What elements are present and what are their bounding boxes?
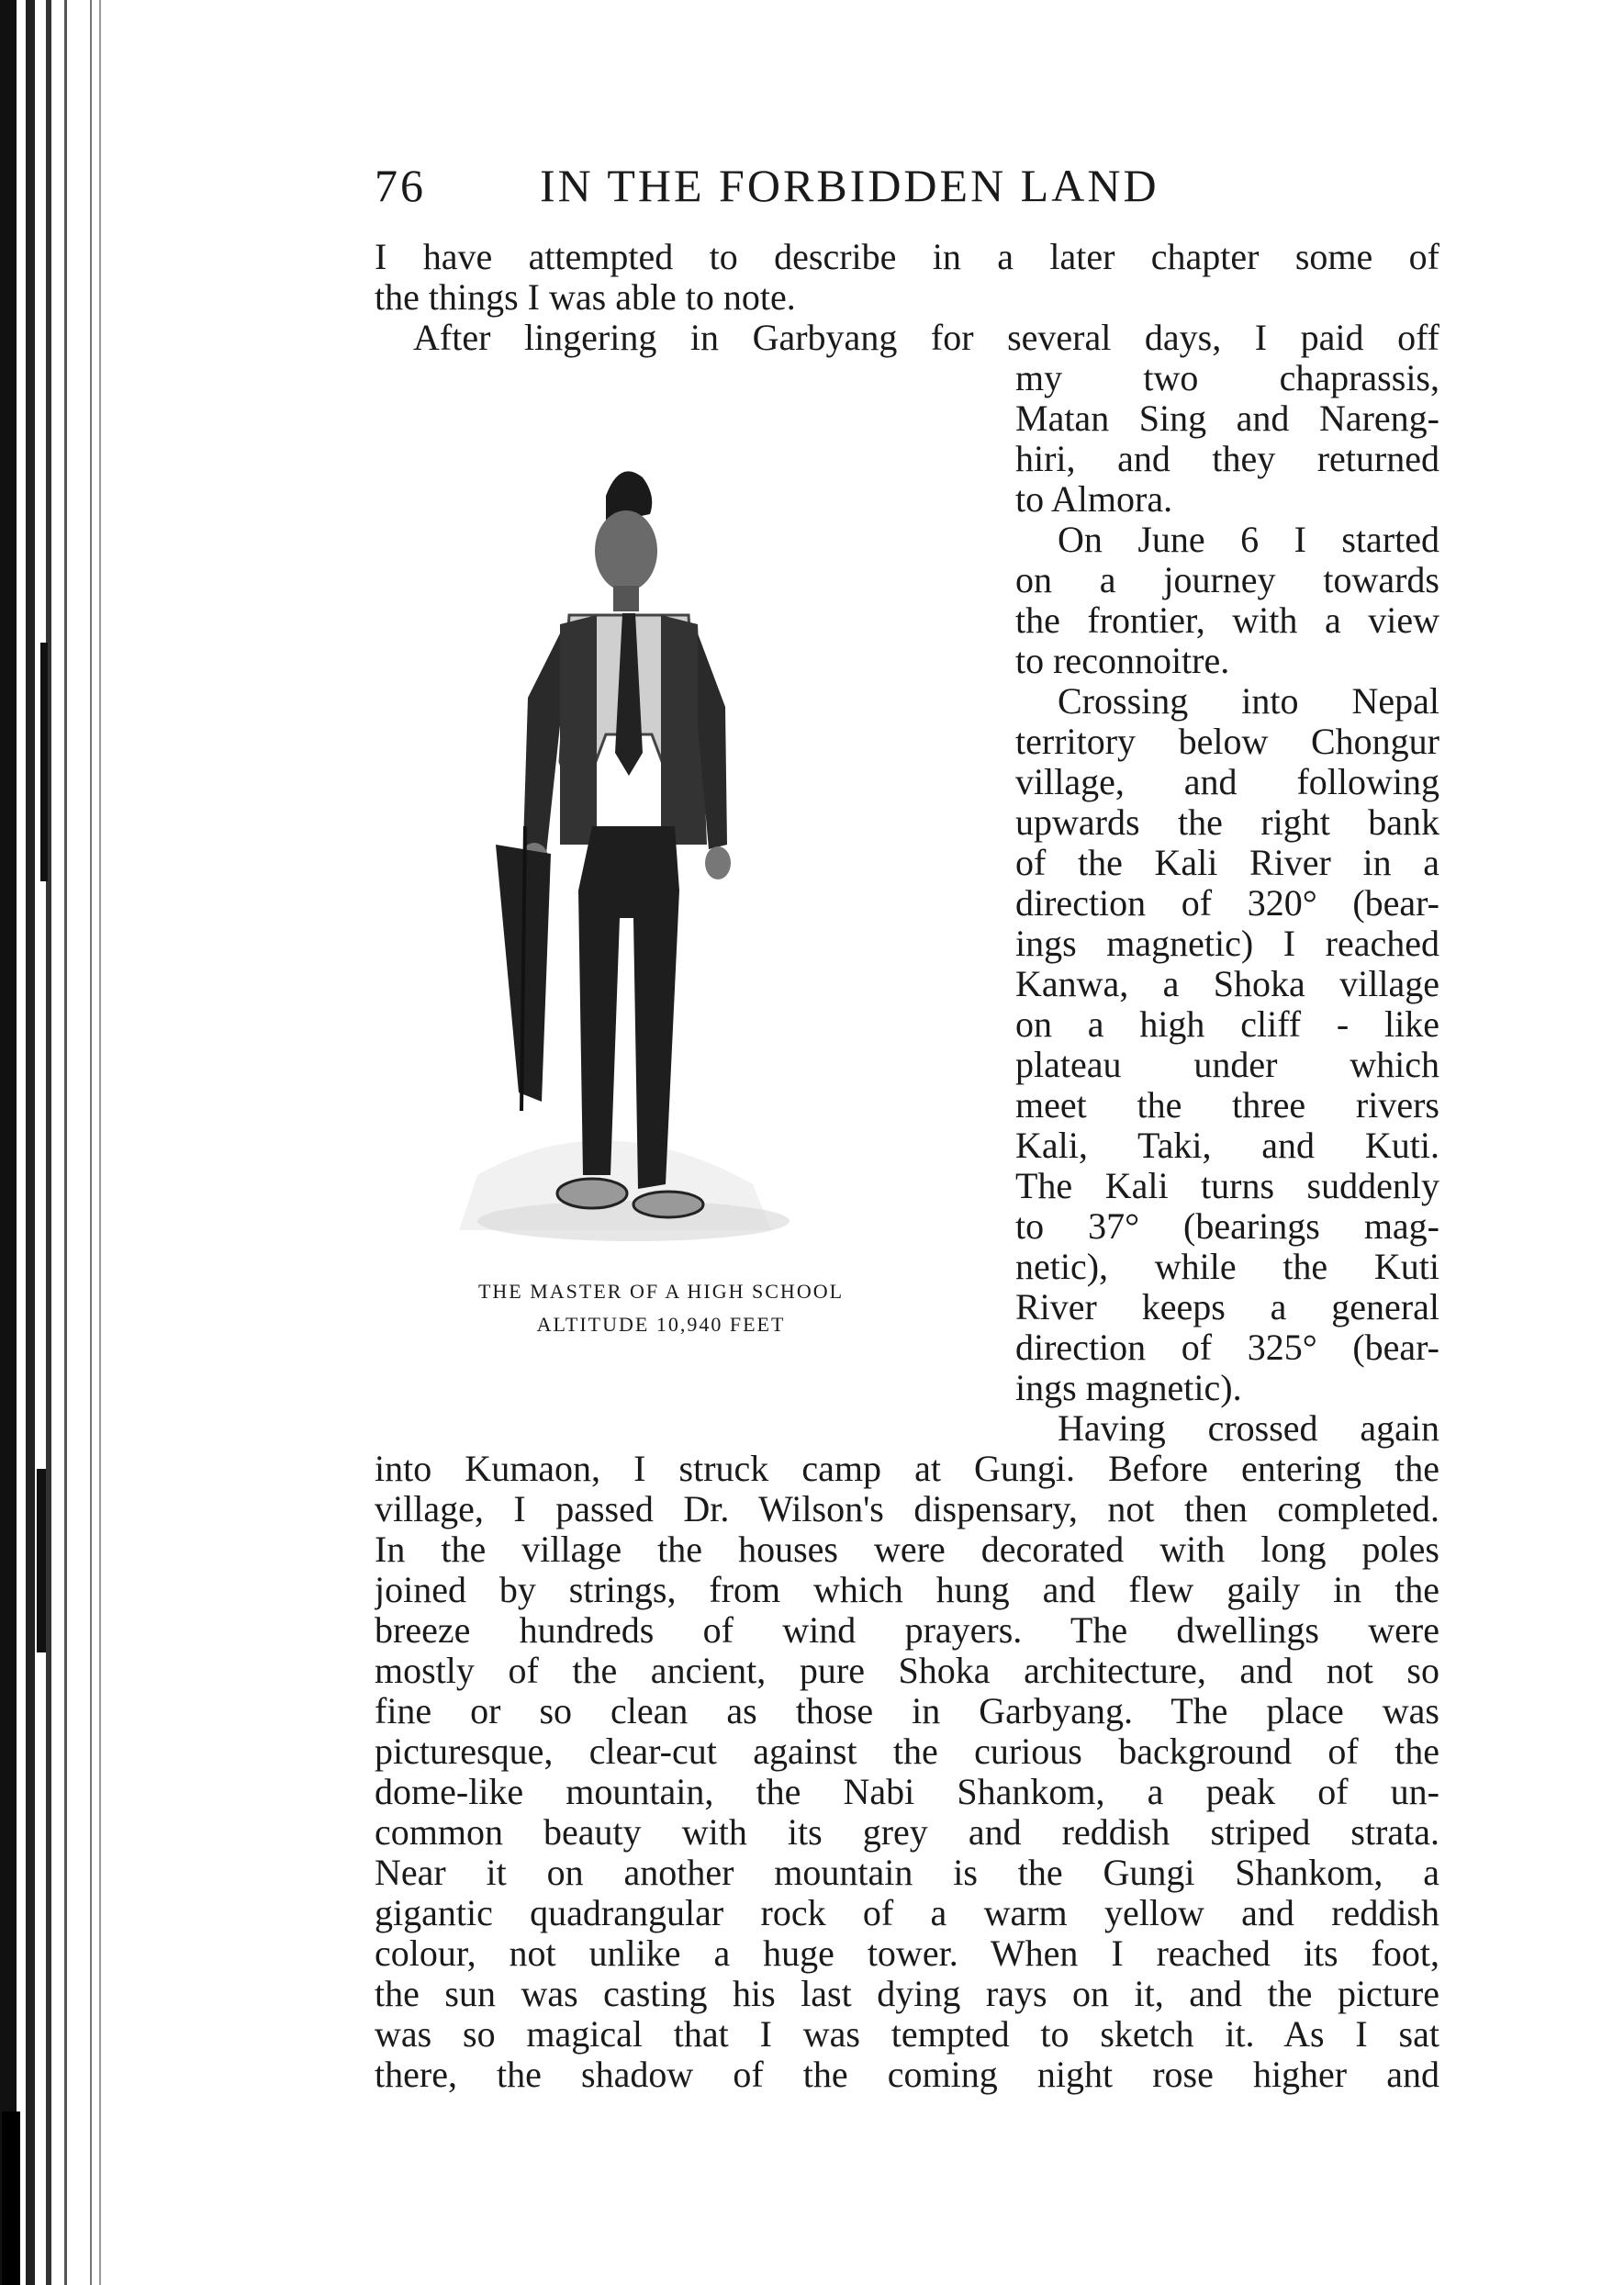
- body-line: I have attempted to describe in a later chapter some of: [375, 237, 1439, 277]
- figure-caption-line-2: ALTITUDE 10,940 FEET: [536, 1313, 786, 1336]
- column-line: The Kali turns suddenly: [1015, 1166, 1439, 1206]
- body-line: Near it on another mountain is the Gungi Shankom, a: [375, 1853, 1439, 1893]
- body-line: into Kumaon, I struck camp at Gungi. Before entering the: [375, 1449, 1439, 1489]
- column-line: village, and following: [1015, 762, 1439, 802]
- column-line: of the Kali River in a: [1015, 843, 1439, 883]
- column-line: Crossing into Nepal: [1058, 681, 1439, 722]
- column-line: hiri, and they returned: [1015, 439, 1439, 479]
- column-line: the frontier, with a view: [1015, 600, 1439, 641]
- body-line: After lingering in Garbyang for several days, I paid off: [413, 318, 1439, 358]
- body-line: picturesque, clear-cut against the curious background of the: [375, 1731, 1439, 1772]
- body-line: gigantic quadrangular rock of a warm yellow and reddish: [375, 1893, 1439, 1933]
- column-line: On June 6 I started: [1058, 520, 1439, 560]
- body-line: dome-like mountain, the Nabi Shankom, a peak of un-: [375, 1772, 1439, 1812]
- column-line: on a high cliff - like: [1015, 1004, 1439, 1045]
- column-line: Matan Sing and Nareng-: [1015, 398, 1439, 439]
- column-line: netic), while the Kuti: [1015, 1247, 1439, 1287]
- column-line: direction of 320° (bear-: [1015, 883, 1439, 924]
- column-line: plateau under which: [1015, 1045, 1439, 1085]
- column-line: to Almora.: [1015, 479, 1173, 520]
- column-line: my two chaprassis,: [1015, 358, 1439, 398]
- column-line: Kanwa, a Shoka village: [1015, 964, 1439, 1004]
- body-line: there, the shadow of the coming night rose higher and: [375, 2055, 1439, 2095]
- column-line: River keeps a general: [1015, 1287, 1439, 1327]
- column-line: territory below Chongur: [1015, 722, 1439, 762]
- body-line: the sun was casting his last dying rays on it, and the picture: [375, 1974, 1439, 2014]
- column-line: upwards the right bank: [1015, 802, 1439, 843]
- body-line: joined by strings, from which hung and flew gaily in the: [375, 1570, 1439, 1610]
- column-line: Kali, Taki, and Kuti.: [1015, 1126, 1439, 1166]
- column-line: ings magnetic).: [1015, 1368, 1242, 1408]
- photograph-school-master: [422, 459, 900, 1267]
- body-line: village, I passed Dr. Wilson's dispensary, not then completed.: [375, 1489, 1439, 1529]
- body-line: colour, not unlike a huge tower. When I reached its foot,: [375, 1933, 1439, 1974]
- running-title: IN THE FORBIDDEN LAND: [540, 160, 1159, 211]
- body-line: common beauty with its grey and reddish striped strata.: [375, 1812, 1439, 1853]
- body-line: the things I was able to note.: [375, 277, 796, 318]
- body-line: fine or so clean as those in Garbyang. The place was: [375, 1691, 1439, 1731]
- body-line: was so magical that I was tempted to sketch it. As I sat: [375, 2014, 1439, 2055]
- running-head: [375, 158, 1439, 213]
- body-line: mostly of the ancient, pure Shoka architecture, and not so: [375, 1651, 1439, 1691]
- column-line: to 37° (bearings mag-: [1015, 1206, 1439, 1247]
- column-line: Having crossed again: [1058, 1408, 1439, 1449]
- column-line: on a journey towards: [1015, 560, 1439, 600]
- figure-caption-line-1: THE MASTER OF A HIGH SCHOOL: [477, 1280, 845, 1303]
- body-line: breeze hundreds of wind prayers. The dwellings were: [375, 1610, 1439, 1651]
- body-line: In the village the houses were decorated with long poles: [375, 1529, 1439, 1570]
- column-line: meet the three rivers: [1015, 1085, 1439, 1126]
- column-line: direction of 325° (bear-: [1015, 1327, 1439, 1368]
- column-line: ings magnetic) I reached: [1015, 924, 1439, 964]
- page-number: 76: [375, 160, 426, 211]
- binding-edge: [0, 0, 119, 2285]
- column-line: to reconnoitre.: [1015, 641, 1230, 681]
